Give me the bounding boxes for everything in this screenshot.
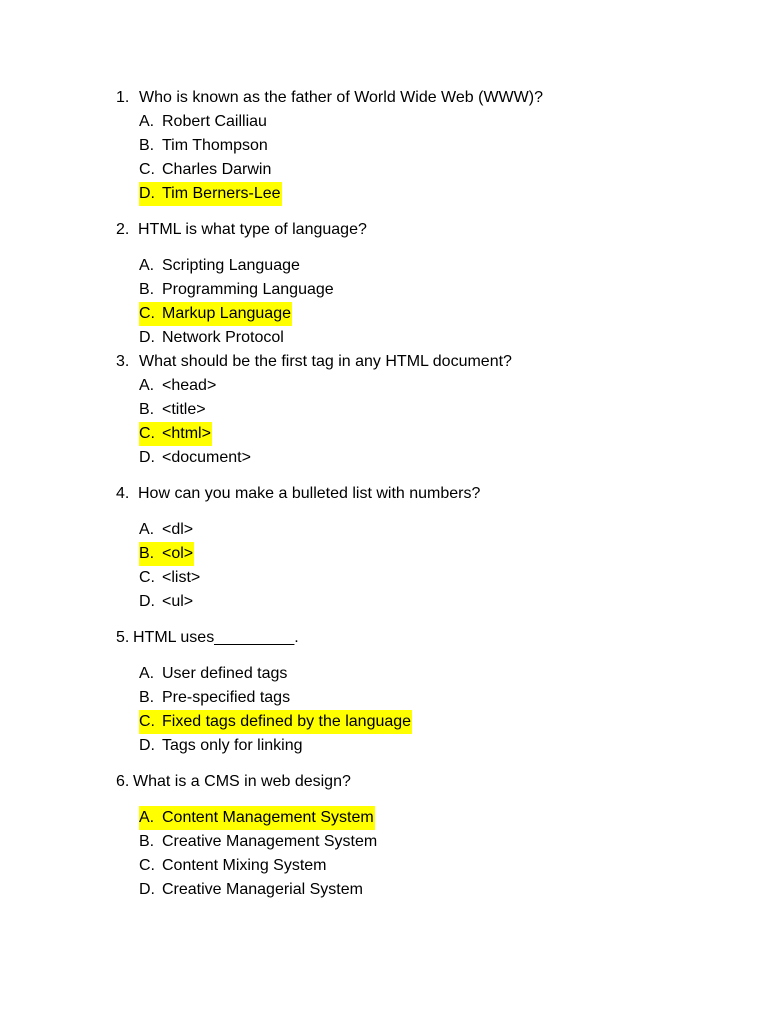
- option-letter: C.: [139, 161, 155, 178]
- option-3d: [139, 446, 252, 470]
- option-6c: [139, 854, 328, 878]
- option-3c-answer: [139, 422, 212, 446]
- option-letter: D.: [139, 449, 155, 466]
- option-6a-answer: [139, 806, 375, 830]
- option-letter: C.: [139, 305, 155, 322]
- option-letter: A.: [139, 809, 155, 826]
- option-text: Tim Berners-Lee: [162, 185, 281, 202]
- option-letter: B.: [139, 545, 155, 562]
- option-5b: [139, 686, 291, 710]
- question-text: HTML uses_________.: [133, 629, 299, 646]
- option-letter: B.: [139, 281, 155, 298]
- option-letter: B.: [139, 401, 155, 418]
- option-letter: C.: [139, 713, 155, 730]
- question-text: Who is known as the father of World Wide Web (WWW)?: [139, 89, 543, 106]
- option-letter: D.: [139, 881, 155, 898]
- option-3a: [139, 374, 217, 398]
- question-number: 2.: [116, 221, 130, 238]
- option-1d-answer: [139, 182, 282, 206]
- question-text: How can you make a bulleted list with numbers?: [138, 485, 481, 502]
- option-text: Creative Management System: [162, 833, 378, 850]
- question-number: 5.: [116, 629, 130, 646]
- option-4a: [139, 518, 194, 542]
- option-text: <head>: [162, 377, 217, 394]
- option-text: Charles Darwin: [162, 161, 272, 178]
- option-4d: [139, 590, 194, 614]
- option-letter: D.: [139, 737, 155, 754]
- question-text: What is a CMS in web design?: [133, 773, 351, 790]
- question-text: HTML is what type of language?: [138, 221, 367, 238]
- option-5a: [139, 662, 288, 686]
- option-5d: [139, 734, 304, 758]
- option-4b-answer: [139, 542, 194, 566]
- option-letter: C.: [139, 857, 155, 874]
- option-text: Creative Managerial System: [162, 881, 363, 898]
- option-text: Programming Language: [162, 281, 334, 298]
- option-letter: A.: [139, 521, 155, 538]
- option-letter: D.: [139, 329, 155, 346]
- question-text: What should be the first tag in any HTML document?: [139, 353, 512, 370]
- option-1a: [139, 110, 268, 134]
- option-text: User defined tags: [162, 665, 288, 682]
- option-letter: B.: [139, 689, 155, 706]
- option-1b: [139, 134, 269, 158]
- option-text: Markup Language: [162, 305, 291, 322]
- option-letter: A.: [139, 377, 155, 394]
- question-number: 4.: [116, 485, 130, 502]
- option-text: Tim Thompson: [162, 137, 268, 154]
- option-text: <html>: [162, 425, 211, 442]
- option-text: Content Mixing System: [162, 857, 327, 874]
- option-1c: [139, 158, 272, 182]
- option-letter: C.: [139, 569, 155, 586]
- option-letter: B.: [139, 137, 155, 154]
- option-2c-answer: [139, 302, 292, 326]
- question-number: 6.: [116, 773, 130, 790]
- option-letter: C.: [139, 425, 155, 442]
- option-text: Fixed tags defined by the language: [162, 713, 412, 730]
- option-2a: [139, 254, 301, 278]
- option-letter: D.: [139, 593, 155, 610]
- option-text: Tags only for linking: [162, 737, 303, 754]
- option-text: Network Protocol: [162, 329, 284, 346]
- option-text: <dl>: [162, 521, 194, 538]
- option-text: <ol>: [162, 545, 194, 562]
- option-4c: [139, 566, 201, 590]
- option-5c-answer: [139, 710, 412, 734]
- option-letter: A.: [139, 257, 155, 274]
- option-letter: A.: [139, 665, 155, 682]
- option-text: <title>: [162, 401, 206, 418]
- question-number: 1.: [116, 89, 130, 106]
- option-text: Robert Cailliau: [162, 113, 267, 130]
- option-6d: [139, 878, 364, 902]
- option-letter: B.: [139, 833, 155, 850]
- option-3b: [139, 398, 207, 422]
- option-text: <ul>: [162, 593, 194, 610]
- option-letter: A.: [139, 113, 155, 130]
- option-letter: D.: [139, 185, 155, 202]
- option-text: Scripting Language: [162, 257, 300, 274]
- option-2d: [139, 326, 285, 350]
- option-6b: [139, 830, 378, 854]
- option-text: Pre-specified tags: [162, 689, 291, 706]
- question-number: 3.: [116, 353, 130, 370]
- option-text: <list>: [162, 569, 201, 586]
- option-text: <document>: [162, 449, 251, 466]
- option-text: Content Management System: [162, 809, 374, 826]
- option-2b: [139, 278, 335, 302]
